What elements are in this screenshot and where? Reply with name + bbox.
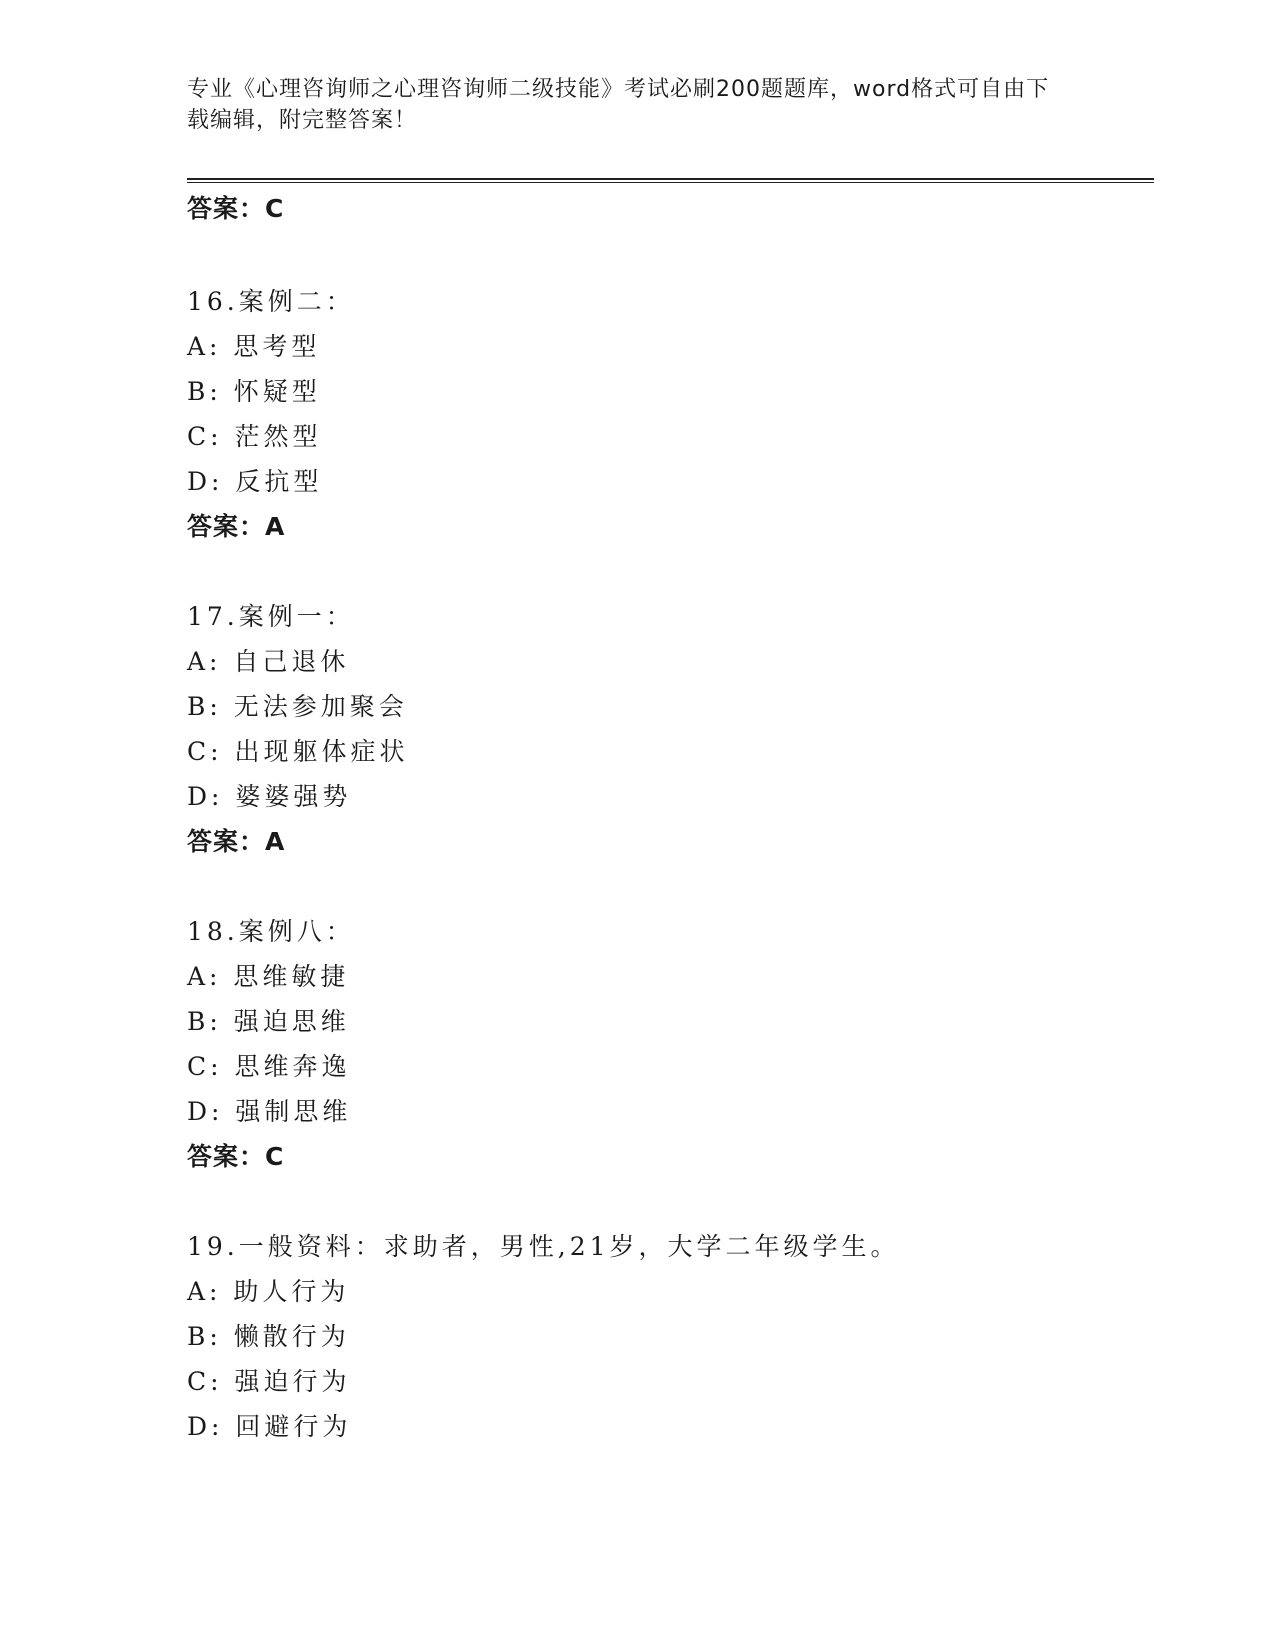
question-18-option-b: B: 强迫思维 <box>187 1007 350 1036</box>
question-16-stem: 16.案例二： <box>187 287 355 316</box>
document-header: 专业《心理咨询师之心理咨询师二级技能》考试必刷200题题库，word格式可自由下载编辑，附完整答案！ <box>187 77 1050 133</box>
question-18-option-d: D: 强制思维 <box>187 1097 352 1126</box>
question-19-option-a: A: 助人行为 <box>187 1277 350 1306</box>
question-17-option-b: B: 无法参加聚会 <box>187 692 408 721</box>
question-16-option-c: C: 茫然型 <box>187 422 322 451</box>
header-divider-thin <box>187 182 1154 183</box>
question-16-option-b: B: 怀疑型 <box>187 377 321 406</box>
question-18-option-a: A: 思维敏捷 <box>187 962 350 991</box>
question-16-answer: 答案：A <box>187 512 286 541</box>
question-19-option-c: C: 强迫行为 <box>187 1367 351 1396</box>
question-18-option-c: C: 思维奔逸 <box>187 1052 351 1081</box>
question-17-option-c: C: 出现躯体症状 <box>187 737 409 766</box>
question-17-option-d: D: 婆婆强势 <box>187 782 352 811</box>
question-16-option-d: D: 反抗型 <box>187 467 323 496</box>
previous-answer: 答案：C <box>187 194 285 223</box>
question-19-option-b: B: 懒散行为 <box>187 1322 350 1351</box>
question-17-answer: 答案：A <box>187 827 286 856</box>
question-19-option-d: D: 回避行为 <box>187 1412 352 1441</box>
question-17-option-a: A: 自己退休 <box>187 647 350 676</box>
question-18-stem: 18.案例八： <box>187 917 355 946</box>
question-18-answer: 答案：C <box>187 1142 285 1171</box>
question-19-stem: 19.一般资料：求助者，男性,21岁，大学二年级学生。 <box>187 1232 900 1261</box>
question-16-option-a: A: 思考型 <box>187 332 321 361</box>
question-17-stem: 17.案例一： <box>187 602 355 631</box>
header-divider <box>187 178 1154 180</box>
